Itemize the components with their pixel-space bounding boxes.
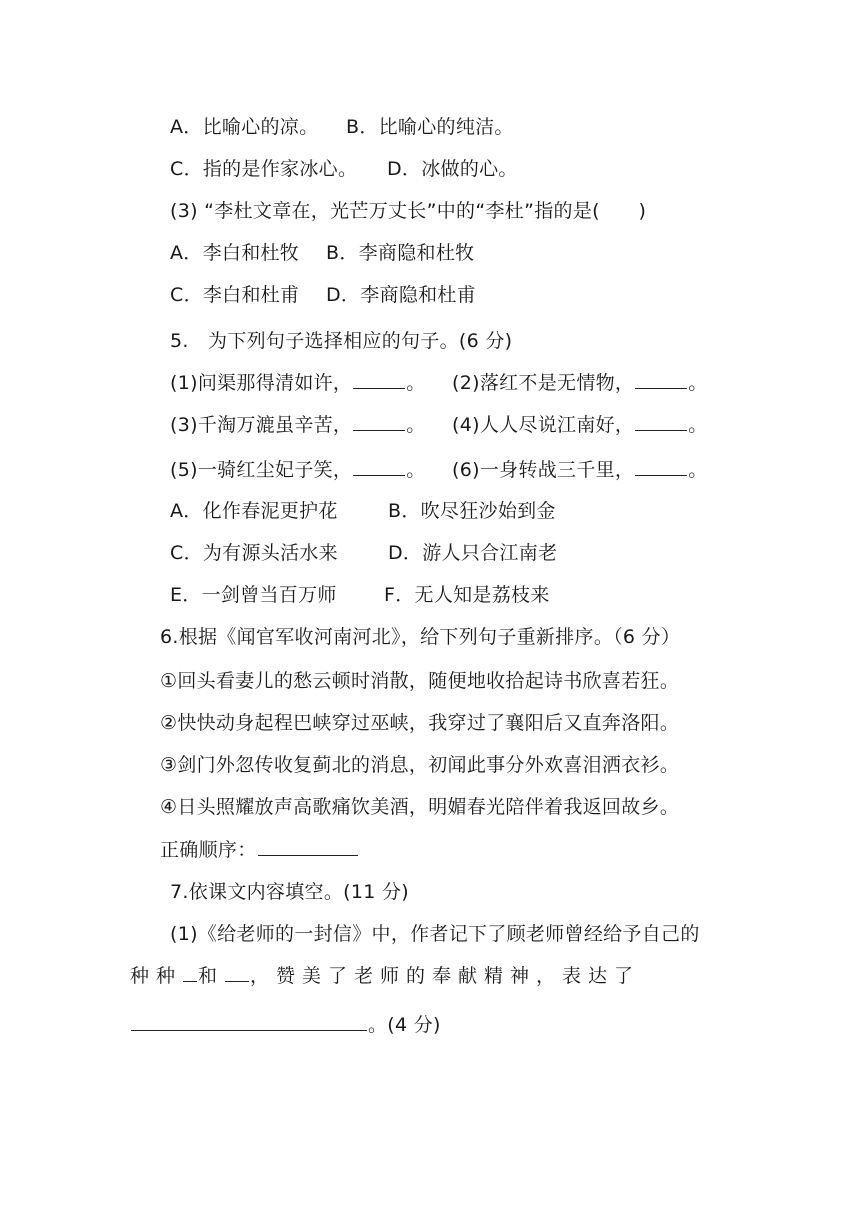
end-mark: 。	[406, 414, 426, 436]
q5-item-1	[170, 371, 426, 395]
q4-2-option-b: B．比喻心的纯洁。	[346, 116, 514, 138]
answer-blank[interactable]	[183, 980, 197, 982]
q6-answer-label: 正确顺序：	[160, 839, 257, 861]
q5-option-d: D．游人只合江南老	[388, 542, 558, 564]
q5-item-6	[452, 458, 708, 482]
answer-blank[interactable]	[225, 980, 249, 982]
q6-sentence-2: ②快快动身起程巴峡穿过巫峡，我穿过了襄阳后又直奔洛阳。	[160, 712, 680, 734]
q7-part1-line3	[130, 1013, 441, 1037]
q6-sentence-1: ①回头看妻儿的愁云顿时消散，随便地收拾起诗书欣喜若狂。	[160, 670, 680, 692]
q5-item-1-text: (1)问渠那得清如许，	[170, 372, 353, 394]
q5-option-e: E．一剑曾当百万师	[170, 584, 337, 606]
q4-3-option-c: C．李白和杜甫	[170, 284, 300, 306]
q4-3-option-b: B．李商隐和杜牧	[326, 242, 475, 264]
q6-title: 6.根据《闻官军收河南河北》，给下列句子重新排序。（6 分）	[160, 626, 681, 648]
q4-2-option-d: D．冰做的心。	[387, 158, 518, 180]
answer-blank[interactable]	[635, 429, 687, 431]
q6-sentence-3: ③剑门外忽传收复蓟北的消息，初闻此事分外欢喜泪洒衣衫。	[160, 754, 680, 776]
q5-option-b: B．吹尽狂沙始到金	[388, 500, 556, 522]
q4-3-option-a: A．李白和杜牧	[170, 242, 300, 264]
q4-3-option-d: D．李商隐和杜甫	[326, 284, 477, 306]
q5-item-2-text: (2)落红不是无情物，	[452, 372, 635, 394]
answer-blank[interactable]	[635, 387, 687, 389]
q7-text-a: 种种	[130, 965, 183, 987]
end-mark: 。	[688, 459, 708, 481]
q6-answer-line	[160, 838, 359, 862]
end-mark: 。	[688, 372, 708, 394]
q7-part1-line1: (1)《给老师的一封信》中，作者记下了顾老师曾经给予自己的	[170, 923, 700, 945]
answer-blank[interactable]	[131, 1029, 367, 1031]
end-mark: 。	[688, 414, 708, 436]
q7-part1-line2	[130, 964, 640, 988]
q5-title: 5. 为下列句子选择相应的句子。(6 分)	[170, 330, 513, 352]
q5-option-c: C．为有源头活水来	[170, 542, 338, 564]
end-mark: 。	[406, 372, 426, 394]
q4-2-option-c: C．指的是作家冰心。	[170, 158, 358, 180]
q5-option-f: F．无人知是荔枝来	[384, 584, 550, 606]
q7-text-c: ，赞美了老师的奉献精神，表达了	[250, 965, 641, 987]
answer-blank[interactable]	[353, 387, 405, 389]
q7-title: 7.依课文内容填空。(11 分)	[170, 881, 409, 903]
q6-sentence-4: ④日头照耀放声高歌痛饮美酒，明媚春光陪伴着我返回故乡。	[160, 796, 680, 818]
q5-item-4-text: (4)人人尽说江南好，	[452, 414, 635, 436]
q5-item-3	[170, 413, 426, 437]
q5-item-4	[452, 413, 708, 437]
answer-blank[interactable]	[353, 429, 405, 431]
q4-2-option-a: A．比喻心的凉。	[170, 116, 319, 138]
q5-item-3-text: (3)千淘万漉虽辛苦，	[170, 414, 353, 436]
q5-item-5	[170, 458, 426, 482]
q7-line3-end: 。(4 分)	[368, 1014, 441, 1036]
q5-item-2	[452, 371, 708, 395]
answer-blank[interactable]	[258, 854, 358, 856]
answer-blank[interactable]	[353, 474, 405, 476]
q7-text-b: 和	[198, 965, 225, 987]
q5-item-5-text: (5)一骑红尘妃子笑，	[170, 459, 353, 481]
q5-option-a: A．化作春泥更护花	[170, 500, 338, 522]
end-mark: 。	[406, 459, 426, 481]
q4-3-stem: (3) “李杜文章在，光芒万丈长”中的“李杜”指的是( )	[170, 200, 647, 222]
q5-item-6-text: (6)一身转战三千里，	[452, 459, 635, 481]
answer-blank[interactable]	[635, 474, 687, 476]
